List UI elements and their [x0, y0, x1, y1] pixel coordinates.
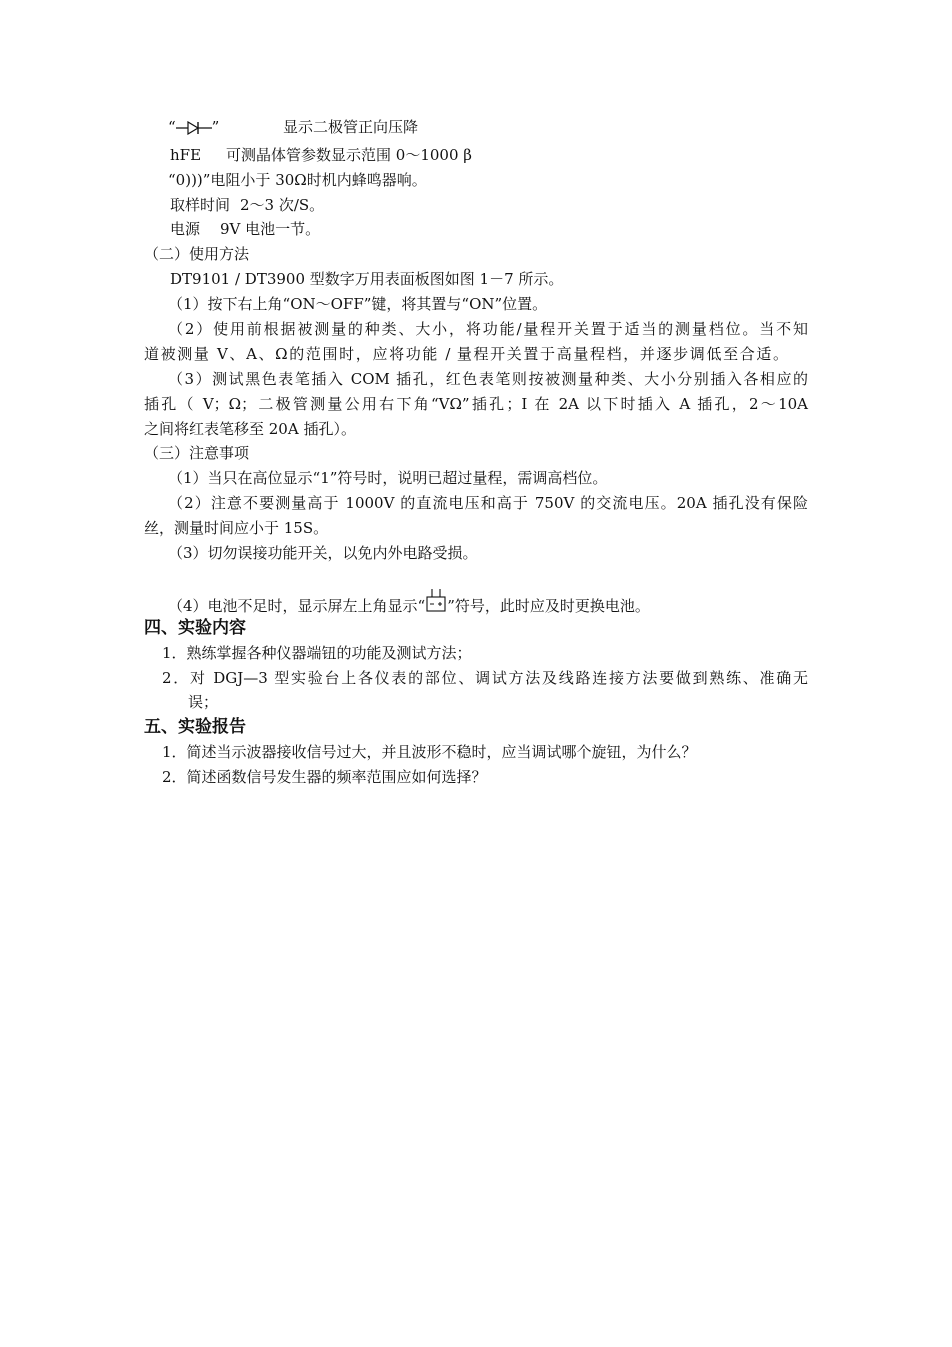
- usage-title: （二）使用方法: [144, 245, 250, 263]
- power-label: 电源: [170, 220, 201, 238]
- section5-item1: 1．简述当示波器接收信号过大，并且波形不稳时，应当调试哪个旋钮，为什么？: [162, 743, 697, 761]
- hfe-text: 可测晶体管参数显示范围 0～1000 β: [226, 146, 472, 164]
- note-4-suffix: ”符号，此时应及时更换电池。: [447, 597, 650, 615]
- section4-item2-line1: 2．对 DGJ—3 型实验台上各仪表的部位、调试方法及线路连接方法要做到熟练、准确无: [162, 669, 808, 687]
- usage-step3-line1: （3）测试黑色表笔插入 COM 插孔，红色表笔则按被测量种类、大小分别插入各相应的: [168, 370, 808, 388]
- usage-intro: DT9101 / DT3900 型数字万用表面板图如图 1－7 所示。: [170, 270, 564, 288]
- section5-item2: 2．简述函数信号发生器的频率范围应如何选择？: [162, 768, 487, 786]
- note-4-prefix: （4）电池不足时，显示屏左上角显示“: [168, 597, 426, 615]
- power-text: 9V 电池一节。: [220, 220, 321, 238]
- diode-spec-text: 显示二极管正向压降: [283, 118, 419, 136]
- hfe-label: hFE: [170, 146, 202, 164]
- usage-step1: （1）按下右上角“ON～OFF”键，将其置与“ON”位置。: [168, 295, 548, 313]
- notes-title: （三）注意事项: [144, 444, 250, 462]
- diode-symbol-icon: [176, 121, 212, 135]
- section5-title: 五、实验报告: [144, 717, 246, 737]
- usage-step3-line3: 之间将红表笔移至 20A 插孔）。: [144, 420, 356, 438]
- section4-item1: 1．熟练掌握各种仪器端钮的功能及测试方法；: [162, 644, 472, 662]
- diode-spec-line: [168, 118, 219, 136]
- section4-item2-line2: 误；: [188, 693, 219, 711]
- usage-step2-line1: （2）使用前根据被测量的种类、大小，将功能/量程开关置于适当的测量档位。当不知: [168, 320, 808, 338]
- diode-quote-close: ”: [211, 118, 220, 136]
- sample-label: 取样时间: [170, 196, 231, 214]
- usage-step3-line2: 插孔（ V；Ω；二极管测量公用右下角“VΩ”插孔；I 在 2A 以下时插入 A 插孔，2～10A: [144, 395, 808, 413]
- sample-text: 2～3 次/S。: [240, 196, 325, 214]
- usage-step2-line2: 道被测量 V、A、Ω的范围时，应将功能 / 量程开关置于高量程档，并逐步调低至合适。: [144, 345, 788, 363]
- note-2-line1: （2）注意不要测量高于 1000V 的直流电压和高于 750V 的交流电压。20A 插孔没有保险: [168, 494, 808, 512]
- diode-quote-open: “: [168, 118, 176, 136]
- note-3: （3）切勿误接功能开关，以免内外电路受损。: [168, 544, 478, 562]
- note-4: [168, 588, 650, 615]
- section4-title: 四、实验内容: [144, 618, 246, 638]
- note-2-line2: 丝，测量时间应小于 15S。: [144, 519, 329, 537]
- buzzer-text: “0)))”电阻小于 30Ω时机内蜂鸣器响。: [168, 171, 427, 189]
- battery-icon: [425, 588, 447, 614]
- note-1: （1）当只在高位显示“1”符号时，说明已超过量程，需调高档位。: [168, 469, 608, 487]
